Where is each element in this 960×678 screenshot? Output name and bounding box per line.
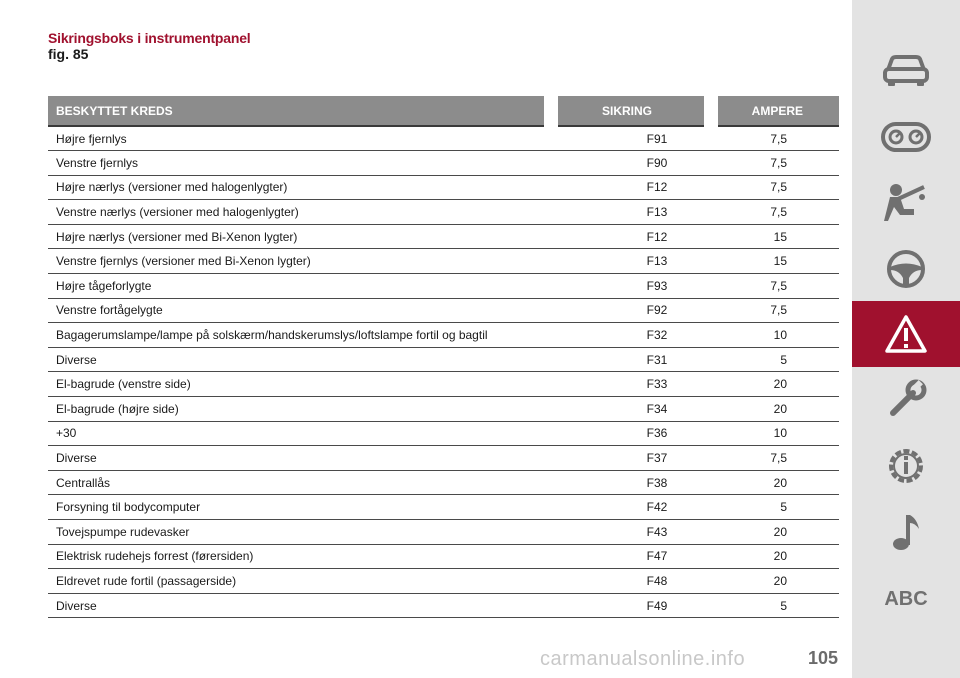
column-header-ampere: AMPERE — [711, 96, 839, 126]
page-title: Sikringsboks i instrumentpanel — [48, 30, 251, 46]
table-row — [48, 224, 839, 249]
cell-circuit: Diverse — [48, 347, 551, 372]
nav-dashboard[interactable] — [852, 104, 960, 170]
cell-circuit: Bagagerumslampe/lampe på solskærm/handskerumslys/loftslampe fortil og bagtil — [48, 323, 551, 348]
table-row — [48, 249, 839, 274]
table-row — [48, 372, 839, 397]
cell-ampere: 20 — [711, 397, 839, 422]
table-row — [48, 200, 839, 225]
wrench-icon — [885, 379, 927, 421]
cell-fuse: F90 — [551, 151, 711, 176]
cell-fuse: F34 — [551, 397, 711, 422]
nav-car[interactable] — [852, 38, 960, 104]
cell-ampere: 15 — [711, 249, 839, 274]
cell-circuit: Højre fjernlys — [48, 126, 551, 151]
nav-multimedia[interactable] — [852, 499, 960, 565]
steering-wheel-icon — [885, 248, 927, 290]
index-label: ABC — [884, 587, 928, 610]
cell-circuit: Diverse — [48, 446, 551, 471]
cell-ampere: 7,5 — [711, 274, 839, 299]
table-row — [48, 151, 839, 176]
cell-circuit: El-bagrude (venstre side) — [48, 372, 551, 397]
cell-circuit: Højre tågeforlygte — [48, 274, 551, 299]
cell-fuse: F13 — [551, 200, 711, 225]
cell-fuse: F36 — [551, 421, 711, 446]
cell-ampere: 20 — [711, 372, 839, 397]
column-header-fuse: SIKRING — [551, 96, 711, 126]
cell-ampere: 5 — [711, 593, 839, 618]
table-row — [48, 397, 839, 422]
chapter-navigation-sidebar — [852, 0, 960, 678]
nav-emergency[interactable] — [852, 301, 960, 367]
cell-ampere: 10 — [711, 421, 839, 446]
cell-ampere: 7,5 — [711, 151, 839, 176]
cell-circuit: Centrallås — [48, 470, 551, 495]
dashboard-gauges-icon — [881, 122, 931, 152]
cell-fuse: F31 — [551, 347, 711, 372]
seatbelt-passenger-icon — [884, 183, 928, 223]
cell-fuse: F12 — [551, 224, 711, 249]
table-row — [48, 544, 839, 569]
cell-ampere: 5 — [711, 495, 839, 520]
cell-fuse: F43 — [551, 520, 711, 545]
table-header-row — [48, 96, 839, 126]
music-note-icon — [889, 511, 923, 553]
info-gear-icon — [884, 444, 928, 488]
cell-fuse: F49 — [551, 593, 711, 618]
watermark: carmanualsonline.info — [540, 648, 746, 670]
table-row — [48, 421, 839, 446]
warning-triangle-icon — [884, 314, 928, 354]
fuse-table-container — [48, 96, 839, 618]
cell-ampere: 20 — [711, 569, 839, 594]
table-row — [48, 298, 839, 323]
table-row — [48, 593, 839, 618]
page-number: 105 — [808, 648, 839, 668]
cell-ampere: 7,5 — [711, 446, 839, 471]
nav-maintenance[interactable] — [852, 367, 960, 433]
nav-technical-data[interactable] — [852, 433, 960, 499]
cell-fuse: F38 — [551, 470, 711, 495]
cell-circuit: +30 — [48, 421, 551, 446]
figure-reference: fig. 85 — [48, 46, 89, 62]
table-row — [48, 347, 839, 372]
cell-circuit: Diverse — [48, 593, 551, 618]
column-header-circuit: BESKYTTET KREDS — [48, 96, 551, 126]
cell-fuse: F12 — [551, 175, 711, 200]
cell-circuit: Forsyning til bodycomputer — [48, 495, 551, 520]
cell-fuse: F93 — [551, 274, 711, 299]
car-icon — [882, 54, 930, 88]
cell-fuse: F47 — [551, 544, 711, 569]
cell-ampere: 7,5 — [711, 126, 839, 151]
nav-index[interactable] — [852, 566, 960, 632]
cell-fuse: F13 — [551, 249, 711, 274]
cell-circuit: Venstre fjernlys (versioner med Bi-Xenon lygter) — [48, 249, 551, 274]
cell-circuit: El-bagrude (højre side) — [48, 397, 551, 422]
cell-fuse: F37 — [551, 446, 711, 471]
cell-ampere: 15 — [711, 224, 839, 249]
nav-safety[interactable] — [852, 170, 960, 236]
cell-ampere: 7,5 — [711, 200, 839, 225]
cell-fuse: F92 — [551, 298, 711, 323]
table-row — [48, 274, 839, 299]
table-row — [48, 569, 839, 594]
cell-fuse: F42 — [551, 495, 711, 520]
table-row — [48, 520, 839, 545]
fuse-table — [48, 96, 839, 618]
cell-fuse: F33 — [551, 372, 711, 397]
section-heading — [48, 30, 251, 62]
table-row — [48, 470, 839, 495]
cell-circuit: Venstre fortågelygte — [48, 298, 551, 323]
nav-driving[interactable] — [852, 236, 960, 302]
table-row — [48, 175, 839, 200]
cell-ampere: 20 — [711, 520, 839, 545]
cell-circuit: Venstre nærlys (versioner med halogenlygter) — [48, 200, 551, 225]
cell-ampere: 20 — [711, 470, 839, 495]
cell-ampere: 7,5 — [711, 298, 839, 323]
cell-ampere: 20 — [711, 544, 839, 569]
table-row — [48, 323, 839, 348]
cell-ampere: 5 — [711, 347, 839, 372]
cell-fuse: F32 — [551, 323, 711, 348]
fuse-table-body — [48, 126, 839, 618]
cell-circuit: Højre nærlys (versioner med halogenlygter) — [48, 175, 551, 200]
cell-ampere: 7,5 — [711, 175, 839, 200]
cell-circuit: Eldrevet rude fortil (passagerside) — [48, 569, 551, 594]
cell-fuse: F48 — [551, 569, 711, 594]
cell-fuse: F91 — [551, 126, 711, 151]
table-row — [48, 495, 839, 520]
cell-ampere: 10 — [711, 323, 839, 348]
cell-circuit: Tovejspumpe rudevasker — [48, 520, 551, 545]
table-row — [48, 126, 839, 151]
cell-circuit: Venstre fjernlys — [48, 151, 551, 176]
table-row — [48, 446, 839, 471]
cell-circuit: Højre nærlys (versioner med Bi-Xenon lygter) — [48, 224, 551, 249]
cell-circuit: Elektrisk rudehejs forrest (førersiden) — [48, 544, 551, 569]
